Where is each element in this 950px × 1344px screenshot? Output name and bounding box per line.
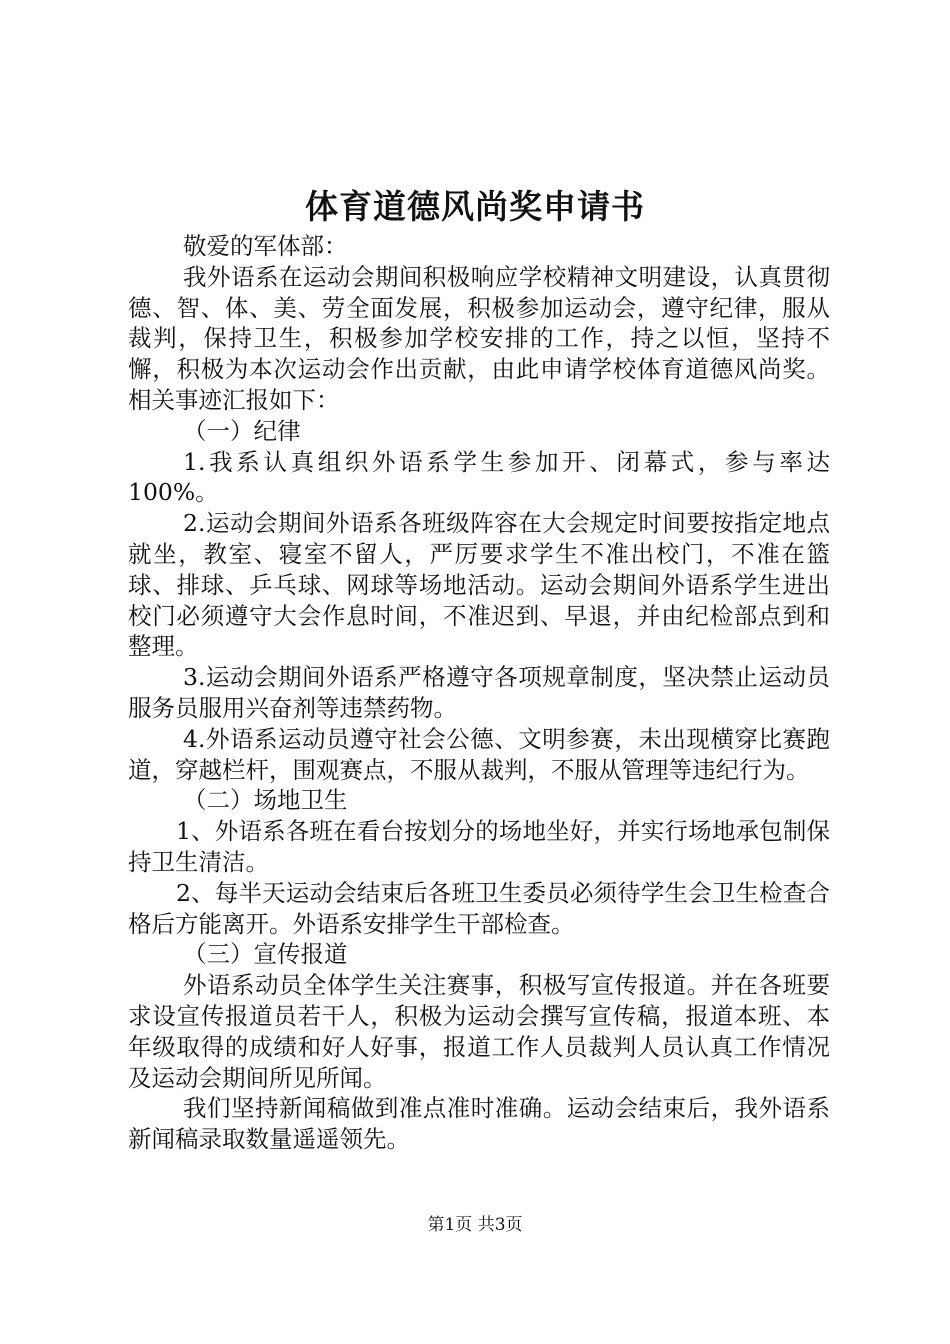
- discipline-item: 4.外语系运动员遵守社会公德、文明参赛，未出现横穿比赛跑道，穿越栏杆，围观赛点，不服从裁判，不服从管理等违纪行为。: [128, 724, 830, 784]
- hygiene-item: 2、每半天运动会结束后各班卫生委员必须待学生会卫生检查合格后方能离开。外语系安排学生干部检查。: [128, 878, 830, 938]
- hygiene-item: 1、外语系各班在看台按划分的场地坐好，并实行场地承包制保持卫生清洁。: [128, 817, 830, 876]
- publicity-paragraph: 外语系动员全体学生关注赛事，积极写宣传报道。并在各班要求设宣传报道员若干人，积极为运动会撰写宣传稿，报道本班、本年级取得的成绩和好人好事，报道工作人员裁判人员认真工作情况及运动会期间所见所闻。: [128, 971, 830, 1092]
- discipline-item: 2.运动会期间外语系各班级阵容在大会规定时间要按指定地点就坐，教室、寝室不留人，严厉要求学生不准出校门，不准在篮球、排球、乒乓球、网球等场地活动。运动会期间外语系学生进出校门必须遵守大会作息时间，不准迟到、早退，并由纪检部点到和整理。: [128, 509, 830, 661]
- intro-paragraph: 我外语系在运动会期间积极响应学校精神文明建设，认真贯彻德、智、体、美、劳全面发展，积极参加运动会，遵守纪律，服从裁判，保持卫生，积极参加学校安排的工作，持之以恒，坚持不懈，积极为本次运动会作出贡献，由此申请学校体育道德风尚奖。相关事迹汇报如下：: [128, 262, 830, 414]
- discipline-item: 1.我系认真组织外语系学生参加开、闭幕式，参与率达100%。: [128, 447, 830, 507]
- section-heading-hygiene: （二）场地卫生: [183, 786, 348, 815]
- section-heading-discipline: （一）纪律: [183, 416, 301, 445]
- publicity-paragraph: 我们坚持新闻稿做到准点准时准确。运动会结束后，我外语系新闻稿录取数量遥遥领先。: [128, 1094, 830, 1154]
- section-heading-publicity: （三）宣传报道: [183, 940, 348, 969]
- discipline-item: 3.运动会期间外语系严格遵守各项规章制度，坚决禁止运动员服务员服用兴奋剂等违禁药物。: [128, 663, 830, 722]
- document-body: [128, 231, 830, 1155]
- page-number-footer: 第1页 共3页: [427, 1215, 523, 1235]
- document-title: 体育道德风尚奖申请书: [305, 187, 645, 226]
- salutation: 敬爱的军体部：: [183, 232, 348, 260]
